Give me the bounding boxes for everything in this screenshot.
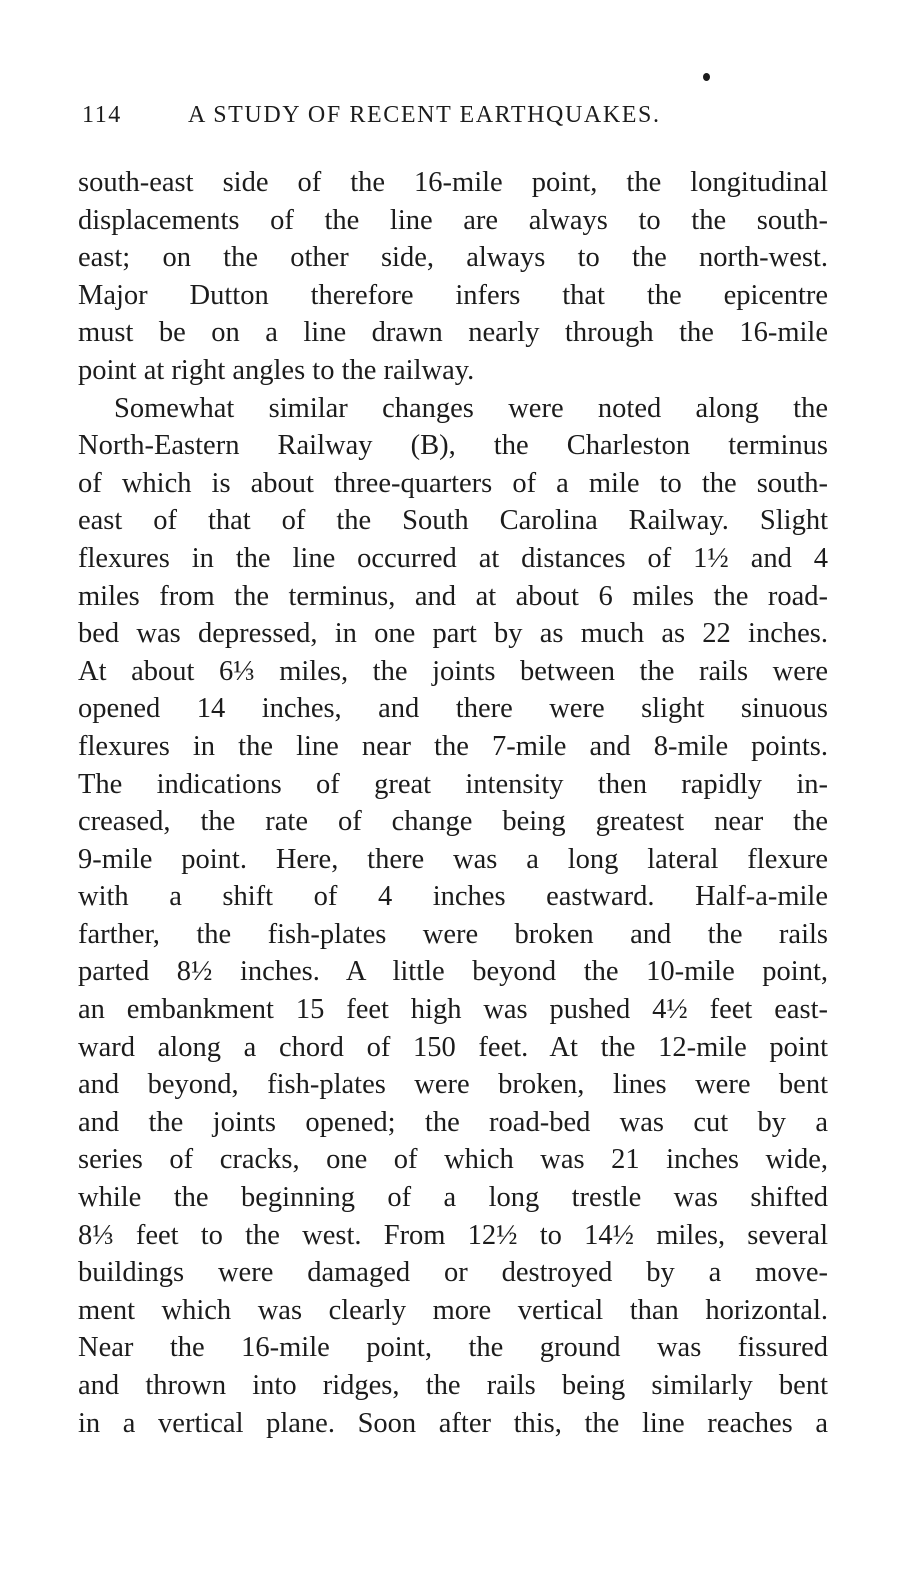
text-line: miles from the terminus, and at about 6 miles the road- [78,580,828,612]
paragraph [78,390,828,1443]
text-line: with a shift of 4 inches eastward. Half-a-mile [78,881,828,913]
text-line: Near the 16-mile point, the ground was fissured [78,1332,828,1364]
text-line: ward along a chord of 150 feet. At the 12-mile point [78,1031,828,1063]
text-line: farther, the fish-plates were broken and the rails [78,918,828,950]
text-line: series of cracks, one of which was 21 inches wide, [78,1144,828,1176]
text-line: 9-mile point. Here, there was a long lateral flexure [78,843,828,875]
text-line: and beyond, fish-plates were broken, lines were bent [78,1069,828,1101]
ink-speck [703,73,710,81]
body-text [78,164,828,1442]
text-line: an embankment 15 feet high was pushed 4½ feet east- [78,994,828,1026]
text-line: The indications of great intensity then rapidly in- [78,768,828,800]
text-line: flexures in the line occurred at distances of 1½ and 4 [78,542,828,574]
text-line: in a vertical plane. Soon after this, the line reaches a [78,1407,828,1439]
text-line: flexures in the line near the 7-mile and 8-mile points. [78,730,828,762]
text-line: south-east side of the 16-mile point, the longitudinal [78,167,828,198]
text-line: east; on the other side, always to the north-west. [78,242,828,274]
text-line: and thrown into ridges, the rails being similarly bent [78,1370,828,1401]
text-line: North-Eastern Railway (B), the Charleston terminus [78,430,828,462]
page-header [82,102,772,132]
text-line: Somewhat similar changes were noted along the [114,392,828,424]
text-line: bed was depressed, in one part by as much as 22 inches. [78,618,828,650]
text-line: Major Dutton therefore infers that the epicentre [78,279,828,311]
text-line: ment which was clearly more vertical than horizontal. [78,1294,828,1326]
running-title: A STUDY OF RECENT EARTHQUAKES. [188,102,661,128]
text-line: parted 8½ inches. A little beyond the 10-mile point, [78,956,828,988]
text-line: point at right angles to the railway. [78,354,475,386]
paragraph [78,164,828,390]
text-line: must be on a line drawn nearly through the 16-mile [78,317,828,349]
text-line: east of that of the South Carolina Railway. Slight [78,505,828,537]
text-line: At about 6⅓ miles, the joints between the rails were [78,655,828,687]
text-line: and the joints opened; the road-bed was cut by a [78,1106,828,1138]
text-line: of which is about three-quarters of a mile to the south- [78,467,828,499]
text-line: displacements of the line are always to the south- [78,204,828,236]
page-number: 114 [82,102,122,128]
text-line: opened 14 inches, and there were slight sinuous [78,693,828,725]
text-line: while the beginning of a long trestle was shifted [78,1182,828,1214]
text-line: creased, the rate of change being greatest near the [78,806,828,838]
text-line: 8⅓ feet to the west. From 12½ to 14½ miles, several [78,1219,828,1251]
text-line: buildings were damaged or destroyed by a move- [78,1257,828,1289]
